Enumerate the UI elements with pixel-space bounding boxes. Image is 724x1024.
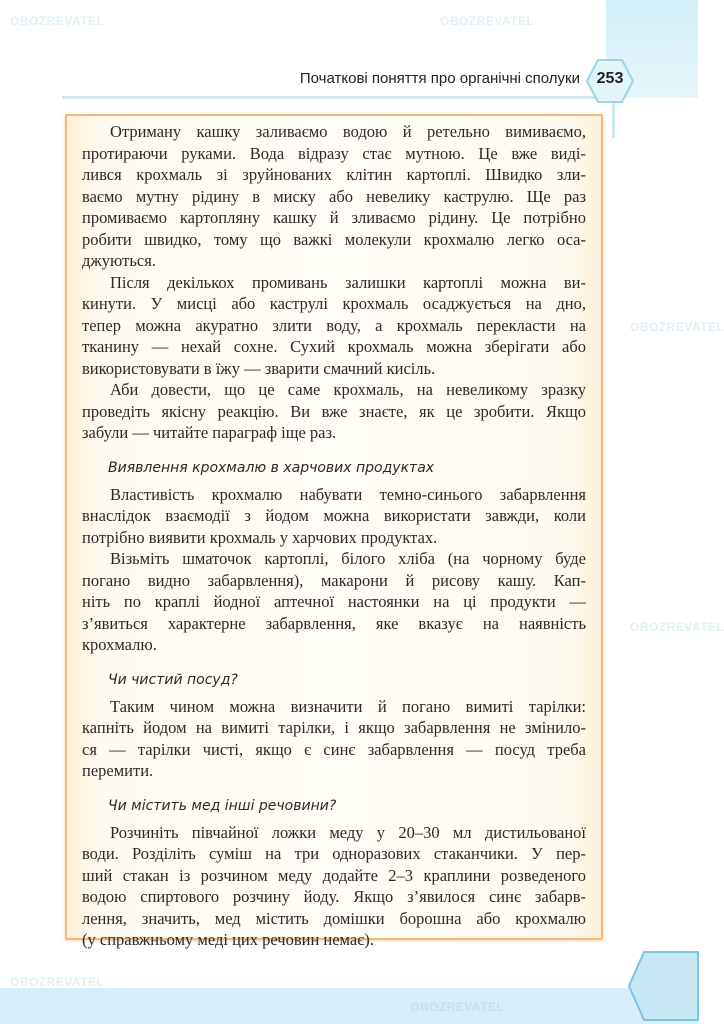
running-header-title: Початкові поняття про органічні сполуки (299, 70, 580, 87)
header-divider (62, 96, 607, 99)
paragraph (82, 696, 586, 782)
text-line: Отриману кашку заливаємо водою й ретельно вимиваємо, (110, 122, 586, 141)
paragraph (82, 484, 586, 549)
text-line: промиваємо картопляну кашку й зливаємо рідину. Це потрібно (82, 208, 586, 227)
text-line: внаслідок взаємодії з йодом можна використати завжди, коли (82, 506, 586, 525)
watermark: OBOZREVATEL (630, 320, 724, 334)
text-line: Візьміть шматочок картоплі, білого хліба (на чорному буде (110, 549, 586, 568)
text-line: крохмалю. (82, 635, 157, 654)
text-line: джуються. (82, 251, 156, 270)
text-line: тепер можна акуратно злити воду, а крохмаль перекласти на (82, 315, 586, 335)
text-line: Після декількох промивань залишки картоплі можна ви- (110, 272, 586, 292)
watermark: OBOZREVATEL (10, 14, 105, 28)
text-line: ся — тарілки чисті, якщо є синє забарвлення — посуд треба (82, 739, 586, 759)
section-heading: Чи містить мед інші речовини? (108, 797, 337, 814)
watermark: OBOZREVATEL (410, 1000, 505, 1014)
text-line: ніть по краплі йодної аптечної настоянки на ці продукти — (82, 592, 586, 611)
text-line: ший стакан із розчином меду додайте 2–3 краплини розведеного (82, 865, 586, 885)
text-line: погано видно забарвлення), макарони й рисову кашу. Кап- (82, 570, 586, 590)
text-line: (у справжньому меді цих речовин немає). (82, 930, 374, 949)
page-number: 253 (596, 70, 624, 87)
watermark: OBOZREVATEL (10, 975, 105, 989)
page-number-badge (585, 58, 635, 104)
text-line: кинути. У мисці або каструлі крохмаль осаджується на дно, (82, 294, 586, 313)
text-line: води. Розділіть суміш на три одноразових стаканчики. У пер- (82, 844, 586, 863)
text-line: робити швидко, тому що важкі молекули крохмалю легко оса- (82, 229, 586, 249)
watermark: OBOZREVATEL (630, 620, 724, 634)
text-line: Розчиніть півчайної ложки меду у 20–30 мл дистильованої (110, 822, 586, 842)
text-line: Аби довести, що це саме крохмаль, на невеликому зразку (110, 380, 586, 399)
footer-decor-band (0, 988, 698, 1024)
text-line: лився крохмаль зі зруйнованих клітин картоплі. Швидко зли- (82, 165, 586, 184)
text-line: забули — читайте параграф іще раз. (82, 423, 337, 442)
hexagon-decor-icon (626, 950, 698, 1022)
section-heading: Виявлення крохмалю в харчових продуктах (108, 459, 435, 476)
text-line: лення, значить, мед містить домішки борошна або крохмалю (82, 908, 586, 928)
text-line: перемити. (82, 761, 154, 780)
text-line: Властивість крохмалю набувати темно-синього забарвлення (110, 484, 586, 504)
paragraph (82, 548, 586, 656)
text-line: капніть йодом на вимиті тарілки, і якщо забарвлення не змінило- (82, 718, 586, 737)
text-line: ваємо мутну рідину в миску або невелику каструлю. Ще раз (82, 186, 586, 206)
paragraph (82, 121, 586, 272)
section-heading: Чи чистий посуд? (108, 671, 238, 688)
text-line: тканину — нехай сохне. Сухий крохмаль можна зберігати або (82, 337, 586, 356)
text-line: потрібно виявити крохмаль у харчових продуктах. (82, 527, 438, 547)
text-line: з’явиться характерне забарвлення, яке вказує на наявність (82, 613, 586, 633)
paragraph (82, 272, 586, 380)
paragraph (82, 379, 586, 444)
text-line: проведіть якісну реакцію. Ви вже знаєте, як це зробити. Якщо (82, 401, 586, 421)
text-line: водою спиртового розчину йоду. Якщо з’явилося синє забарв- (82, 887, 586, 906)
page-content (82, 121, 586, 951)
text-line: Таким чином можна визначити й погано вимиті тарілки: (110, 696, 586, 716)
text-line: використовувати в їжу — зварити смачний кисіль. (82, 358, 436, 378)
text-line: протираючи руками. Вода відразу стає мутною. Це вже виді- (82, 143, 586, 163)
watermark: OBOZREVATEL (440, 14, 535, 28)
paragraph (82, 822, 586, 951)
